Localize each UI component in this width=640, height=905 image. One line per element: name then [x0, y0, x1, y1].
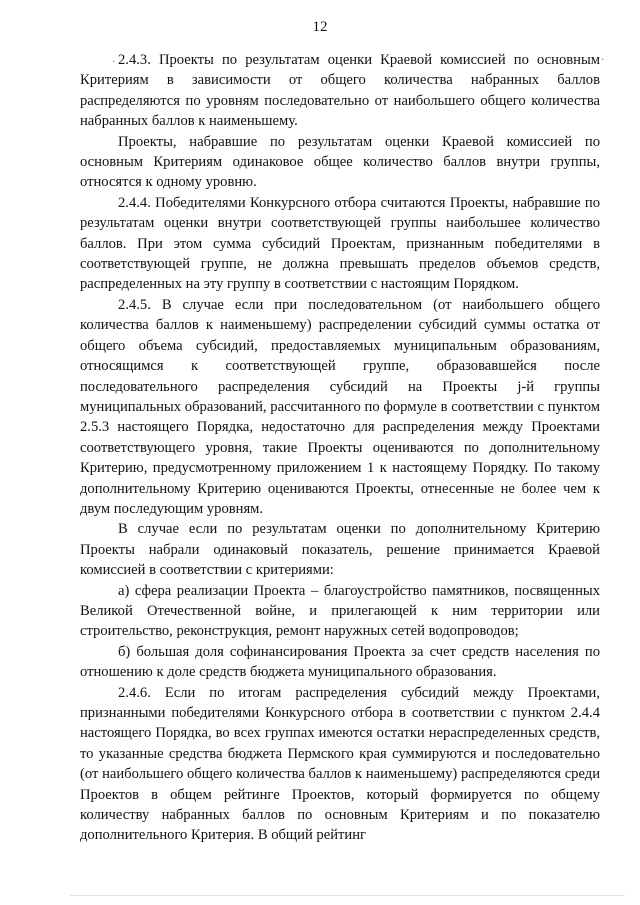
paragraph-equal-indicator: В случае если по результатам оценки по дополнительному Критерию Проекты набрали одинаковый показатель, решение принимается Краевой комиссией в соответствии с критериями: [80, 521, 600, 579]
paragraph-criterion-b: б) большая доля софинансирования Проекта за счет средств населения по отношению к доле средств бюджета муниципального образования. [80, 643, 600, 681]
paragraph-2-4-4: 2.4.4. Победителями Конкурсного отбора считаются Проекты, набравшие по результатам оценки внутри соответствующей группы наибольшее количество баллов. При этом сумма субсидий Проектам, признанным победителями в соответствующей группе, не должна превышать пределов объемов средств, распределенных на эту группу в соответствии с настоящим Порядком. [80, 194, 600, 293]
paragraph-same-score-level: Проекты, набравшие по результатам оценки Краевой комиссией по основным Критериям одинаковое общее количество баллов внутри группы, относятся к одному уровню. [80, 133, 600, 191]
paragraph-2-4-5: 2.4.5. В случае если при последовательном (от наибольшего общего количества баллов к наименьшему) распределении субсидий суммы остатка от общего объема субсидий, предоставляемых муниципальным образованиям, относящимся к соответствующей группе, образовавшейся после последовательного распределения субсидий на Проекты j-й группы муниципальных образований, рассчитанного по формуле в соответствии с пунктом 2.5.3 настоящего Порядка, недостаточно для распределения между Проектами соответствующего уровня, такие Проекты оцениваются по дополнительному Критерию, предусмотренному приложением 1 к настоящему Порядку. По такому дополнительному Критерию оцениваются Проекты, отнесенные не более чем к двум последующим уровням. [80, 296, 600, 517]
page-number: 12 [312, 19, 328, 35]
paragraph-2-4-3: 2.4.3. Проекты по результатам оценки Краевой комиссией по основным Критериям в зависимости от общего количества набранных баллов распределяются по уровням последовательно от наибольшего общего количества набранных баллов к наименьшему. [80, 52, 600, 130]
scan-mark-left: · [112, 57, 116, 68]
document-body [80, 50, 600, 846]
scan-mark-right: · [601, 55, 605, 66]
paragraph-2-4-6: 2.4.6. Если по итогам распределения субсидий между Проектами, признанными победителями Конкурсного отбора в соответствии с пунктом 2.4.4 настоящего Порядка, во всех группах имеются остатки нераспределенных средств, то указанные средства бюджета Пермского края суммируются и последовательно (от наибольшего общего количества баллов к наименьшему) распределяются среди Проектов в общем рейтинге Проектов, который формируется по общему количеству набранных баллов по основным Критериям и по показателю дополнительного Критерия. В общий рейтинг [80, 684, 600, 844]
paragraph-criterion-a: а) сфера реализации Проекта – благоустройство памятников, посвященных Великой Отечественной войне, и прилегающей к ним территории или строительство, реконструкция, ремонт наружных сетей водопроводов; [80, 582, 600, 640]
scan-edge-line [70, 895, 625, 896]
